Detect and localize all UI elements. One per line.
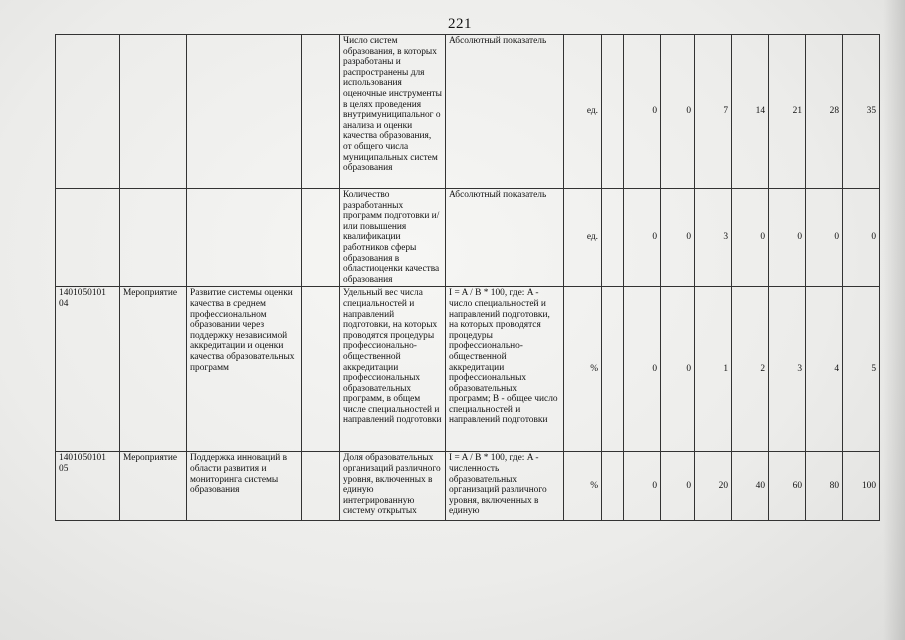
cell-value: 0 bbox=[661, 452, 695, 521]
cell-code bbox=[56, 35, 120, 189]
cell-empty bbox=[602, 189, 624, 287]
cell-code: 1401050101 04 bbox=[56, 287, 120, 452]
cell-value: 0 bbox=[806, 189, 843, 287]
cell-indicator: Количество разработанных программ подготовки и/или повышения квалификации работников сферы образования в областиоценки качества образования bbox=[340, 189, 446, 287]
cell-value: 21 bbox=[769, 35, 806, 189]
cell-method: I = A / B * 100, где: A - численность образовательных организаций различного уровня, включенных в единую bbox=[446, 452, 564, 521]
cell-value: 0 bbox=[732, 189, 769, 287]
cell-value: 14 bbox=[732, 35, 769, 189]
table-row bbox=[56, 287, 880, 452]
indicators-table bbox=[55, 34, 880, 521]
cell-type: Мероприятие bbox=[120, 452, 187, 521]
cell-indicator: Доля образовательных организаций различного уровня, включенных в единую интегрированную систему открытых bbox=[340, 452, 446, 521]
cell-value: 0 bbox=[624, 452, 661, 521]
cell-value: 0 bbox=[624, 189, 661, 287]
page-edge-shadow bbox=[883, 0, 905, 640]
cell-empty bbox=[302, 189, 340, 287]
cell-type bbox=[120, 189, 187, 287]
cell-value: 4 bbox=[806, 287, 843, 452]
cell-value: 1 bbox=[695, 287, 732, 452]
cell-value: 0 bbox=[843, 189, 880, 287]
cell-value: 3 bbox=[769, 287, 806, 452]
cell-name bbox=[187, 35, 302, 189]
cell-unit: % bbox=[564, 287, 602, 452]
cell-value: 40 bbox=[732, 452, 769, 521]
cell-value: 35 bbox=[843, 35, 880, 189]
table-row bbox=[56, 452, 880, 521]
cell-code bbox=[56, 189, 120, 287]
cell-value: 80 bbox=[806, 452, 843, 521]
cell-name bbox=[187, 189, 302, 287]
cell-value: 3 bbox=[695, 189, 732, 287]
cell-method: Абсолютный показатель bbox=[446, 35, 564, 189]
cell-empty bbox=[302, 35, 340, 189]
cell-empty bbox=[602, 287, 624, 452]
cell-empty bbox=[602, 452, 624, 521]
cell-method: Абсолютный показатель bbox=[446, 189, 564, 287]
cell-value: 0 bbox=[624, 287, 661, 452]
cell-type: Мероприятие bbox=[120, 287, 187, 452]
cell-value: 7 bbox=[695, 35, 732, 189]
cell-unit: % bbox=[564, 452, 602, 521]
cell-value: 0 bbox=[769, 189, 806, 287]
cell-value: 28 bbox=[806, 35, 843, 189]
cell-unit: ед. bbox=[564, 35, 602, 189]
cell-value: 60 bbox=[769, 452, 806, 521]
cell-indicator: Удельный вес числа специальностей и направлений подготовки, на которых проводятся процедуры профессионально-общественной аккредитации профессиональных образовательных программ, в общем числе специальностей и направлений подготовки bbox=[340, 287, 446, 452]
page-number: 221 bbox=[448, 16, 472, 32]
cell-type bbox=[120, 35, 187, 189]
cell-value: 0 bbox=[624, 35, 661, 189]
cell-value: 2 bbox=[732, 287, 769, 452]
cell-empty bbox=[302, 287, 340, 452]
cell-code: 1401050101 05 bbox=[56, 452, 120, 521]
cell-value: 20 bbox=[695, 452, 732, 521]
cell-value: 5 bbox=[843, 287, 880, 452]
cell-value: 100 bbox=[843, 452, 880, 521]
cell-empty bbox=[602, 35, 624, 189]
cell-method: I = A / B * 100, где: A - число специальностей и направлений подготовки, на которых проводятся процедуры профессионально-общественной аккредитации профессиональных образовательных программ; B - общее число специальностей и направлений подготовки bbox=[446, 287, 564, 452]
table-row bbox=[56, 35, 880, 189]
table-row bbox=[56, 189, 880, 287]
cell-name: Поддержка инноваций в области развития и мониторинга системы образования bbox=[187, 452, 302, 521]
cell-empty bbox=[302, 452, 340, 521]
cell-value: 0 bbox=[661, 287, 695, 452]
cell-unit: ед. bbox=[564, 189, 602, 287]
cell-value: 0 bbox=[661, 189, 695, 287]
cell-indicator: Число систем образования, в которых разработаны и распространены для использования оценочные инструменты в целях проведения внутримуниципальног о анализа и оценки качества образования, от общего числа муниципальных систем образования bbox=[340, 35, 446, 189]
cell-name: Развитие системы оценки качества в среднем профессиональном образовании через поддержку независимой аккредитации и оценки качества образовательных программ bbox=[187, 287, 302, 452]
cell-value: 0 bbox=[661, 35, 695, 189]
